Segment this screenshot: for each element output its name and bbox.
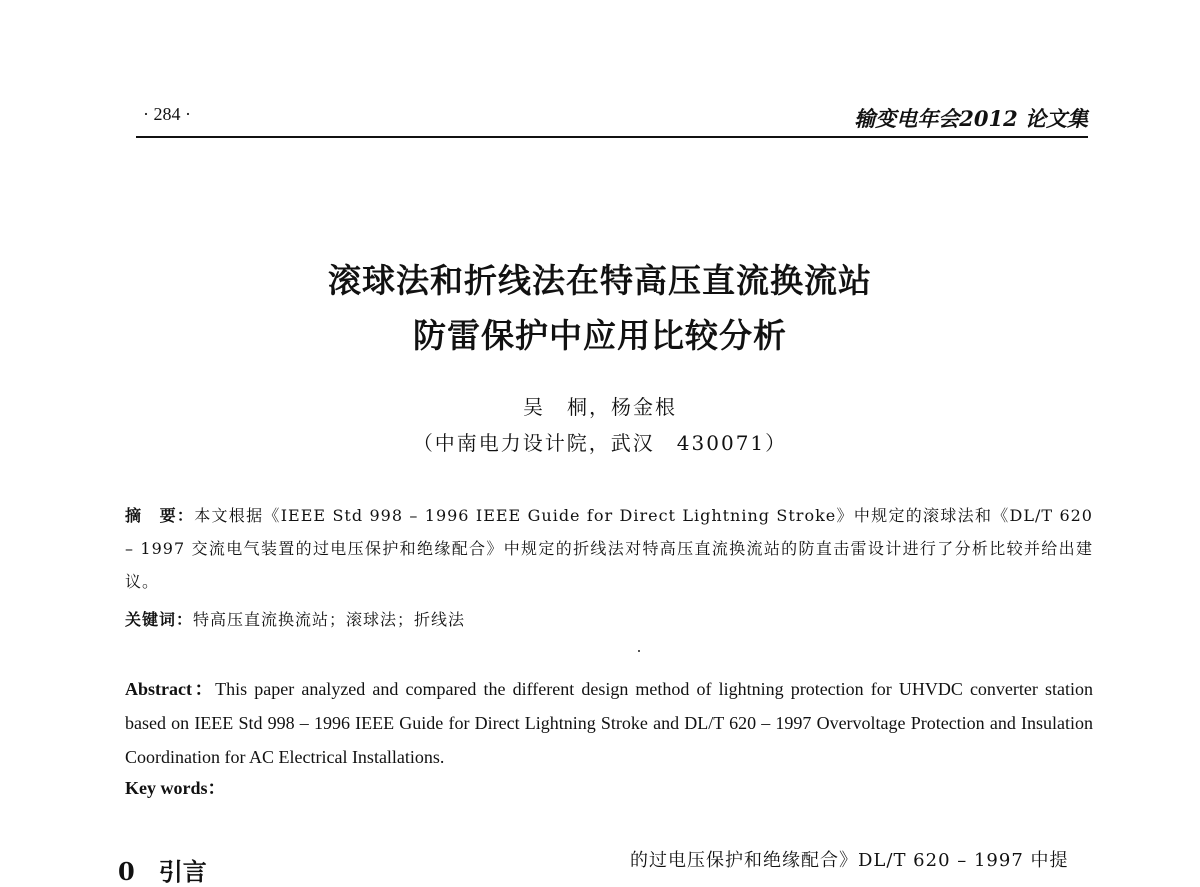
affiliation: （中南电力设计院，武汉 430071） <box>412 431 788 455</box>
abstract-en-label: Abstract： <box>125 679 216 699</box>
right-column-text: 的过电压保护和绝缘配合》DL/T 620 – 1997 中提 <box>630 850 1069 871</box>
scan-speck <box>638 650 640 652</box>
abstract-cn <box>125 499 1093 598</box>
keywords-cn-label: 关键词： <box>125 610 194 629</box>
keywords-en <box>125 774 1093 800</box>
paper-title-line-1: 滚球法和折线法在特高压直流换流站 <box>328 261 872 300</box>
keywords-cn-text: 特高压直流换流站；滚球法；折线法 <box>193 610 466 629</box>
keywords-en-label: Key words： <box>125 778 226 798</box>
authors: 吴 桐，杨金根 <box>523 395 677 419</box>
paper-title-line-2: 防雷保护中应用比较分析 <box>413 316 787 355</box>
page-number: · 284 · <box>143 104 191 124</box>
abstract-en-text: This paper analyzed and compared the different design method of lightning protection for UHVDC converter station based on IEEE Std 998 – 1996 IEEE Guide for Direct Lightning Stroke and DL/T 620 – 1997 Overvoltage Protection and Insulation Coordination for AC Electrical Installations. <box>125 679 1093 767</box>
intro-heading: 0 引言 <box>118 857 207 886</box>
journal-title: 输变电年会2012 论文集 <box>854 106 1088 131</box>
abstract-en <box>125 672 1093 774</box>
header-rule <box>136 136 1088 138</box>
keywords-cn <box>125 603 1093 636</box>
abstract-cn-label: 摘 要： <box>125 506 195 525</box>
abstract-cn-text: 本文根据《IEEE Std 998 – 1996 IEEE Guide for Direct Lightning Stroke》中规定的滚球法和《DL/T 620 – 1997 交流电气装置的过电压保护和绝缘配合》中规定的折线法对特高压直流换流站的防直击雷设计进行了分析比较并给出建议。 <box>125 506 1093 591</box>
